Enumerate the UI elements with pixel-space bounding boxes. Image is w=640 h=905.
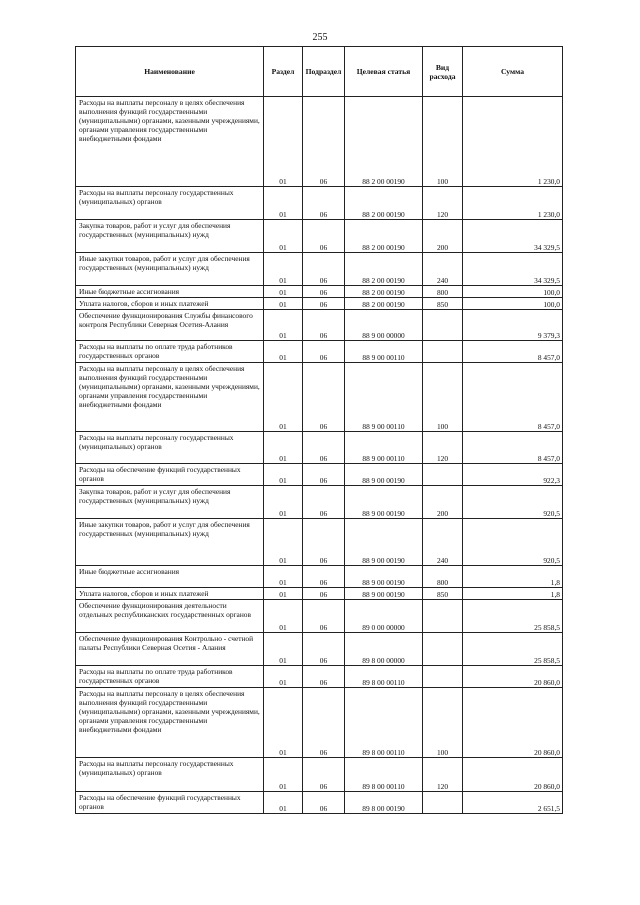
subsection-cell: 06 — [303, 666, 345, 688]
name-cell: Иные бюджетные ассигнования — [76, 566, 264, 588]
name-cell: Закупка товаров, работ и услуг для обеспечения государственных (муниципальных) нужд — [76, 486, 264, 519]
kind-cell: 800 — [423, 566, 463, 588]
subsection-cell: 06 — [303, 298, 345, 310]
kind-cell — [423, 310, 463, 341]
table-row — [76, 792, 563, 814]
kind-cell — [423, 792, 463, 814]
target-cell: 88 9 00 00190 — [345, 486, 423, 519]
table-row — [76, 220, 563, 253]
target-cell: 89 8 00 00110 — [345, 758, 423, 792]
sum-cell: 1,8 — [463, 566, 563, 588]
sum-cell: 100,0 — [463, 298, 563, 310]
name-cell: Расходы на выплаты по оплате труда работников государственных органов — [76, 666, 264, 688]
sum-cell: 20 860,0 — [463, 666, 563, 688]
name-cell: Расходы на выплаты по оплате труда работников государственных органов — [76, 341, 264, 363]
section-cell: 01 — [264, 792, 303, 814]
target-cell: 88 9 00 00190 — [345, 464, 423, 486]
subsection-cell: 06 — [303, 97, 345, 187]
subsection-cell: 06 — [303, 688, 345, 758]
budget-table — [75, 46, 563, 814]
name-cell: Расходы на выплаты персоналу государственных (муниципальных) органов — [76, 187, 264, 220]
sum-cell: 25 858,5 — [463, 600, 563, 633]
kind-cell — [423, 464, 463, 486]
kind-cell: 200 — [423, 486, 463, 519]
name-cell: Расходы на обеспечение функций государственных органов — [76, 792, 264, 814]
section-cell: 01 — [264, 486, 303, 519]
sum-cell: 922,3 — [463, 464, 563, 486]
kind-cell: 240 — [423, 253, 463, 286]
subsection-cell: 06 — [303, 519, 345, 566]
table-row — [76, 432, 563, 464]
table-row — [76, 286, 563, 298]
target-cell: 88 2 00 00190 — [345, 298, 423, 310]
section-cell: 01 — [264, 341, 303, 363]
table-row — [76, 97, 563, 187]
sum-cell: 8 457,0 — [463, 341, 563, 363]
section-cell: 01 — [264, 758, 303, 792]
target-cell: 88 9 00 00190 — [345, 519, 423, 566]
name-cell: Уплата налогов, сборов и иных платежей — [76, 588, 264, 600]
kind-cell: 850 — [423, 588, 463, 600]
section-cell: 01 — [264, 688, 303, 758]
table-row — [76, 566, 563, 588]
name-cell: Расходы на выплаты персоналу в целях обеспечения выполнения функций государственными (муниципальными) органами, казенными учреждениями, органами управления государственными внебюджетными фондами — [76, 363, 264, 432]
table-row — [76, 187, 563, 220]
section-cell: 01 — [264, 253, 303, 286]
name-cell: Обеспечение функционирования Контрольно - счетной палаты Республики Северная Осетия - Алания — [76, 633, 264, 666]
table-row — [76, 253, 563, 286]
kind-cell: 240 — [423, 519, 463, 566]
sum-cell: 920,5 — [463, 486, 563, 519]
name-cell: Закупка товаров, работ и услуг для обеспечения государственных (муниципальных) нужд — [76, 220, 264, 253]
section-cell: 01 — [264, 286, 303, 298]
header-target: Целевая статья — [345, 47, 423, 97]
table-row — [76, 298, 563, 310]
target-cell: 88 2 00 00190 — [345, 286, 423, 298]
subsection-cell: 06 — [303, 600, 345, 633]
section-cell: 01 — [264, 588, 303, 600]
table-row — [76, 519, 563, 566]
target-cell: 88 9 00 00110 — [345, 432, 423, 464]
kind-cell: 120 — [423, 187, 463, 220]
table-row — [76, 363, 563, 432]
subsection-cell: 06 — [303, 566, 345, 588]
name-cell: Расходы на выплаты персоналу в целях обеспечения выполнения функций государственными (муниципальными) органами, казенными учреждениями, органами управления государственными внебюджетными фондами — [76, 97, 264, 187]
kind-cell — [423, 600, 463, 633]
name-cell: Уплата налогов, сборов и иных платежей — [76, 298, 264, 310]
table-row — [76, 633, 563, 666]
name-cell: Иные бюджетные ассигнования — [76, 286, 264, 298]
sum-cell: 8 457,0 — [463, 432, 563, 464]
kind-cell: 800 — [423, 286, 463, 298]
subsection-cell: 06 — [303, 220, 345, 253]
target-cell: 88 9 00 00110 — [345, 341, 423, 363]
name-cell: Расходы на выплаты персоналу государственных (муниципальных) органов — [76, 432, 264, 464]
kind-cell: 200 — [423, 220, 463, 253]
name-cell: Расходы на выплаты персоналу в целях обеспечения выполнения функций государственными (муниципальными) органами, казенными учреждениями, органами управления государственными внебюджетными фондами — [76, 688, 264, 758]
kind-cell: 120 — [423, 758, 463, 792]
sum-cell: 9 379,3 — [463, 310, 563, 341]
sum-cell: 2 651,5 — [463, 792, 563, 814]
kind-cell: 120 — [423, 432, 463, 464]
target-cell: 88 2 00 00190 — [345, 253, 423, 286]
subsection-cell: 06 — [303, 187, 345, 220]
name-cell: Обеспечение функционирования деятельности отдельных республиканских государственных органов — [76, 600, 264, 633]
target-cell: 88 2 00 00190 — [345, 187, 423, 220]
target-cell: 88 9 00 00190 — [345, 566, 423, 588]
kind-cell — [423, 633, 463, 666]
kind-cell: 100 — [423, 363, 463, 432]
kind-cell — [423, 666, 463, 688]
header-subsection: Подраздел — [303, 47, 345, 97]
section-cell: 01 — [264, 432, 303, 464]
subsection-cell: 06 — [303, 286, 345, 298]
subsection-cell: 06 — [303, 253, 345, 286]
table-row — [76, 341, 563, 363]
section-cell: 01 — [264, 220, 303, 253]
page-number: 255 — [312, 32, 328, 43]
section-cell: 01 — [264, 519, 303, 566]
table-row — [76, 600, 563, 633]
target-cell: 89 8 00 00000 — [345, 633, 423, 666]
subsection-cell: 06 — [303, 588, 345, 600]
section-cell: 01 — [264, 97, 303, 187]
target-cell: 89 0 00 00000 — [345, 600, 423, 633]
subsection-cell: 06 — [303, 310, 345, 341]
subsection-cell: 06 — [303, 792, 345, 814]
sum-cell: 1 230,0 — [463, 97, 563, 187]
kind-cell: 100 — [423, 688, 463, 758]
table-row — [76, 310, 563, 341]
table-row — [76, 588, 563, 600]
subsection-cell: 06 — [303, 432, 345, 464]
sum-cell: 20 860,0 — [463, 758, 563, 792]
target-cell: 88 9 00 00190 — [345, 588, 423, 600]
subsection-cell: 06 — [303, 758, 345, 792]
table-row — [76, 486, 563, 519]
sum-cell: 20 860,0 — [463, 688, 563, 758]
section-cell: 01 — [264, 310, 303, 341]
header-sum: Сумма — [463, 47, 563, 97]
subsection-cell: 06 — [303, 363, 345, 432]
name-cell: Расходы на выплаты персоналу государственных (муниципальных) органов — [76, 758, 264, 792]
sum-cell: 25 858,5 — [463, 633, 563, 666]
target-cell: 89 8 00 00110 — [345, 688, 423, 758]
subsection-cell: 06 — [303, 633, 345, 666]
kind-cell: 850 — [423, 298, 463, 310]
header-section: Раздел — [264, 47, 303, 97]
sum-cell: 34 329,5 — [463, 253, 563, 286]
header-name: Наименование — [76, 47, 264, 97]
section-cell: 01 — [264, 363, 303, 432]
target-cell: 89 8 00 00110 — [345, 666, 423, 688]
name-cell: Расходы на обеспечение функций государственных органов — [76, 464, 264, 486]
target-cell: 88 9 00 00110 — [345, 363, 423, 432]
subsection-cell: 06 — [303, 464, 345, 486]
subsection-cell: 06 — [303, 341, 345, 363]
target-cell: 88 9 00 00000 — [345, 310, 423, 341]
section-cell: 01 — [264, 600, 303, 633]
target-cell: 88 2 00 00190 — [345, 97, 423, 187]
name-cell: Иные закупки товаров, работ и услуг для обеспечения государственных (муниципальных) нужд — [76, 253, 264, 286]
section-cell: 01 — [264, 187, 303, 220]
section-cell: 01 — [264, 566, 303, 588]
target-cell: 88 2 00 00190 — [345, 220, 423, 253]
name-cell: Обеспечение функционирования Службы финансового контроля Республики Северная Осетия-Алания — [76, 310, 264, 341]
section-cell: 01 — [264, 666, 303, 688]
section-cell: 01 — [264, 298, 303, 310]
kind-cell: 100 — [423, 97, 463, 187]
sum-cell: 100,0 — [463, 286, 563, 298]
sum-cell: 1 230,0 — [463, 187, 563, 220]
table-row — [76, 666, 563, 688]
header-kind: Вид расхода — [423, 47, 463, 97]
section-cell: 01 — [264, 633, 303, 666]
sum-cell: 920,5 — [463, 519, 563, 566]
table-row — [76, 758, 563, 792]
kind-cell — [423, 341, 463, 363]
target-cell: 89 8 00 00190 — [345, 792, 423, 814]
section-cell: 01 — [264, 464, 303, 486]
sum-cell: 1,8 — [463, 588, 563, 600]
table-row — [76, 464, 563, 486]
sum-cell: 8 457,0 — [463, 363, 563, 432]
header-row — [76, 47, 563, 97]
subsection-cell: 06 — [303, 486, 345, 519]
sum-cell: 34 329,5 — [463, 220, 563, 253]
table-row — [76, 688, 563, 758]
name-cell: Иные закупки товаров, работ и услуг для обеспечения государственных (муниципальных) нужд — [76, 519, 264, 566]
